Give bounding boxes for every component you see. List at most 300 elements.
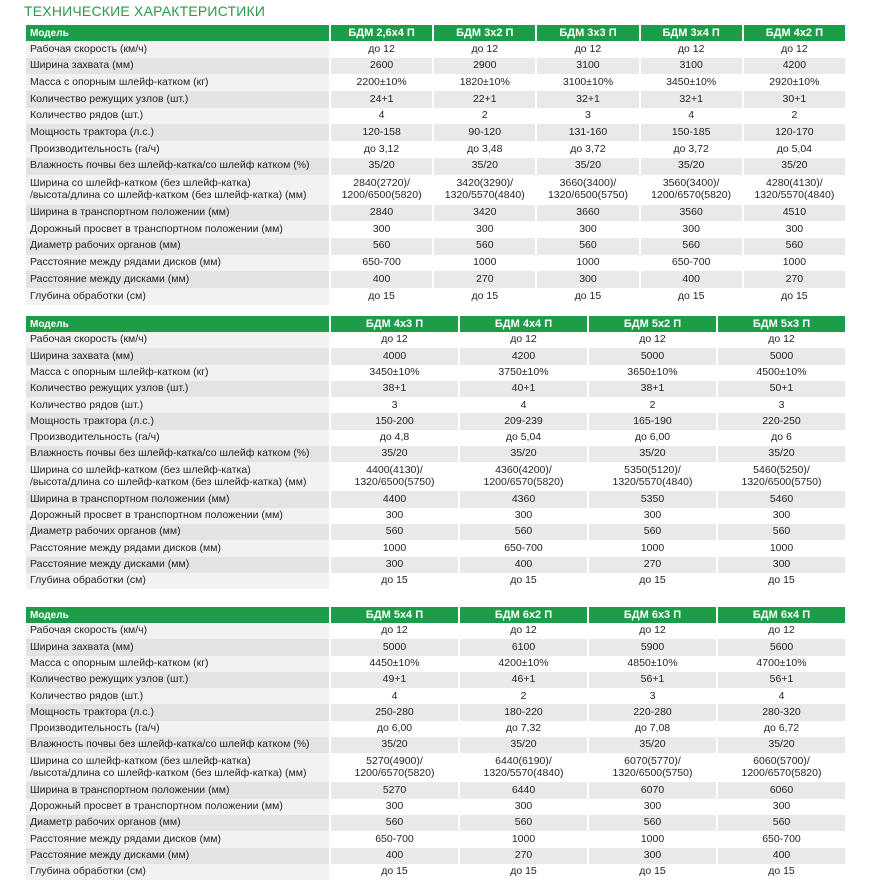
spec-value: 35/20 xyxy=(460,446,587,462)
spec-value: 35/20 xyxy=(718,446,845,462)
spec-value: 5000 xyxy=(589,348,716,364)
spec-value: 24+1 xyxy=(331,91,432,108)
model-name-header: БДМ 6х3 П xyxy=(589,607,716,623)
spec-value: 300 xyxy=(331,799,458,815)
spec-value: 300 xyxy=(718,799,845,815)
spec-row xyxy=(26,91,845,108)
spec-value: 3450±10% xyxy=(641,74,742,91)
model-name-header: БДМ 2,6х4 П xyxy=(331,25,432,41)
spec-value: 3450±10% xyxy=(331,365,458,381)
spec-label-line: Ширина со шлейф-катком (без шлейф-катка) xyxy=(30,177,251,189)
spec-value: 90-120 xyxy=(434,124,535,141)
spec-value: 650-700 xyxy=(331,255,432,272)
spec-value: 400 xyxy=(641,271,742,288)
spec-value: до 3,72 xyxy=(641,141,742,158)
spec-row xyxy=(26,524,845,540)
spec-value: 650-700 xyxy=(331,831,458,847)
spec-value: 560 xyxy=(718,524,845,540)
spec-value: 35/20 xyxy=(331,737,458,753)
spec-value: до 12 xyxy=(460,623,587,639)
spec-row xyxy=(26,413,845,429)
spec-value: 3660 xyxy=(537,205,638,222)
spec-label: Расстояние между рядами дисков (мм) xyxy=(26,255,329,272)
spec-value: 1000 xyxy=(537,255,638,272)
spec-label xyxy=(26,462,329,491)
spec-value: 35/20 xyxy=(331,158,432,175)
spec-label: Производительность (га/ч) xyxy=(26,721,329,737)
spec-value: 300 xyxy=(537,271,638,288)
spec-label: Ширина в транспортном положении (мм) xyxy=(26,782,329,798)
spec-label-line: /высота/длина со шлейф-катком (без шлейф-катка) (мм) xyxy=(30,188,307,201)
spec-value: 270 xyxy=(434,271,535,288)
spec-row xyxy=(26,221,845,238)
spec-value: до 15 xyxy=(460,864,587,880)
model-name-header: БДМ 5х2 П xyxy=(589,316,716,332)
spec-row xyxy=(26,332,845,348)
spec-value: до 15 xyxy=(331,864,458,880)
spec-value: до 15 xyxy=(589,573,716,589)
spec-value-line: 3560(3400)/ xyxy=(662,177,720,189)
spec-row xyxy=(26,255,845,272)
spec-row xyxy=(26,446,845,462)
spec-value: 560 xyxy=(641,238,742,255)
spec-label: Количество режущих узлов (шт.) xyxy=(26,381,329,397)
spec-value: 4510 xyxy=(744,205,845,222)
spec-value: 560 xyxy=(744,238,845,255)
spec-value: 1000 xyxy=(589,540,716,556)
spec-value-line: 1320/6500(5750) xyxy=(741,475,822,488)
spec-value: до 12 xyxy=(331,623,458,639)
spec-value: 2840 xyxy=(331,205,432,222)
spec-label: Диаметр рабочих органов (мм) xyxy=(26,524,329,540)
spec-value: до 12 xyxy=(718,623,845,639)
spec-value: 35/20 xyxy=(537,158,638,175)
spec-value: до 6 xyxy=(718,430,845,446)
spec-row xyxy=(26,540,845,556)
spec-row xyxy=(26,462,845,491)
model-header: Модель xyxy=(26,607,329,623)
model-header: Модель xyxy=(26,25,329,41)
spec-row xyxy=(26,41,845,58)
spec-value: 6060 xyxy=(718,782,845,798)
spec-value: 1000 xyxy=(331,540,458,556)
spec-value: до 15 xyxy=(744,288,845,305)
spec-value-line: 1320/6500(5750) xyxy=(354,475,435,488)
table-header-row xyxy=(26,25,845,41)
spec-label: Количество режущих узлов (шт.) xyxy=(26,91,329,108)
spec-value: 300 xyxy=(537,221,638,238)
spec-table-3 xyxy=(24,607,847,880)
spec-label: Влажность почвы без шлейф-катка/со шлейф катком (%) xyxy=(26,158,329,175)
spec-row xyxy=(26,141,845,158)
spec-value: 35/20 xyxy=(744,158,845,175)
spec-label: Рабочая скорость (км/ч) xyxy=(26,41,329,58)
spec-value: 150-185 xyxy=(641,124,742,141)
spec-value: 2920±10% xyxy=(744,74,845,91)
spec-label: Диаметр рабочих органов (мм) xyxy=(26,815,329,831)
spec-value xyxy=(718,462,845,491)
spec-value: 150-200 xyxy=(331,413,458,429)
spec-value: 6440 xyxy=(460,782,587,798)
spec-value: до 15 xyxy=(331,573,458,589)
spec-row xyxy=(26,721,845,737)
spec-label: Производительность (га/ч) xyxy=(26,430,329,446)
spec-value: 35/20 xyxy=(718,737,845,753)
spec-label: Количество рядов (шт.) xyxy=(26,108,329,125)
spec-label: Диаметр рабочих органов (мм) xyxy=(26,238,329,255)
spec-value: до 15 xyxy=(331,288,432,305)
model-name-header: БДМ 5х3 П xyxy=(718,316,845,332)
spec-value: 120-170 xyxy=(744,124,845,141)
spec-value: 560 xyxy=(331,238,432,255)
spec-row xyxy=(26,108,845,125)
model-name-header: БДМ 4х2 П xyxy=(744,25,845,41)
spec-value: 4 xyxy=(331,688,458,704)
model-header: Модель xyxy=(26,316,329,332)
spec-value: до 6,00 xyxy=(331,721,458,737)
spec-value: 35/20 xyxy=(460,737,587,753)
spec-value: до 15 xyxy=(718,573,845,589)
spec-value: 1000 xyxy=(589,831,716,847)
spec-label: Ширина в транспортном положении (мм) xyxy=(26,491,329,507)
spec-row xyxy=(26,782,845,798)
spec-value: 400 xyxy=(331,271,432,288)
spec-label: Масса с опорным шлейф-катком (кг) xyxy=(26,365,329,381)
model-name-header: БДМ 4х3 П xyxy=(331,316,458,332)
spec-row xyxy=(26,430,845,446)
spec-value: 2 xyxy=(460,688,587,704)
spec-value: до 12 xyxy=(331,41,432,58)
spec-label: Мощность трактора (л.с.) xyxy=(26,413,329,429)
spec-value: 560 xyxy=(331,815,458,831)
spec-value-line: 1200/6500(5820) xyxy=(341,188,422,201)
spec-value-line: 1200/6570(5820) xyxy=(354,766,435,779)
table-header-row xyxy=(26,607,845,623)
spec-label: Ширина захвата (мм) xyxy=(26,58,329,75)
spec-label: Рабочая скорость (км/ч) xyxy=(26,332,329,348)
spec-value-line: 5460(5250)/ xyxy=(753,464,810,477)
spec-value: 4450±10% xyxy=(331,656,458,672)
spec-value xyxy=(434,175,535,205)
spec-value: 1000 xyxy=(460,831,587,847)
spec-value: до 12 xyxy=(331,332,458,348)
spec-value: 4400 xyxy=(331,491,458,507)
spec-label-line: /высота/длина со шлейф-катком (без шлейф-катка) (мм) xyxy=(30,475,307,488)
spec-value-line: 4280(4130)/ xyxy=(766,177,823,189)
spec-row xyxy=(26,288,845,305)
spec-row xyxy=(26,848,845,864)
spec-row xyxy=(26,58,845,75)
spec-label: Дорожный просвет в транспортном положении (мм) xyxy=(26,221,329,238)
spec-value: до 3,72 xyxy=(537,141,638,158)
spec-value: до 5,04 xyxy=(744,141,845,158)
spec-value: 300 xyxy=(641,221,742,238)
spec-row xyxy=(26,381,845,397)
spec-value: 209-239 xyxy=(460,413,587,429)
model-name-header: БДМ 6х4 П xyxy=(718,607,845,623)
spec-value: 50+1 xyxy=(718,381,845,397)
spec-row xyxy=(26,656,845,672)
spec-value: 300 xyxy=(460,508,587,524)
spec-value xyxy=(537,175,638,205)
spec-value: 5600 xyxy=(718,639,845,655)
spec-value: 2200±10% xyxy=(331,74,432,91)
spec-value: 400 xyxy=(460,557,587,573)
spec-value: 4500±10% xyxy=(718,365,845,381)
spec-value: 270 xyxy=(589,557,716,573)
spec-row xyxy=(26,623,845,639)
spec-label: Расстояние между дисками (мм) xyxy=(26,848,329,864)
spec-value: 560 xyxy=(434,238,535,255)
spec-value: до 12 xyxy=(434,41,535,58)
spec-value-line: 1320/6500(5750) xyxy=(547,188,628,201)
spec-row xyxy=(26,672,845,688)
spec-value: до 15 xyxy=(460,573,587,589)
spec-value: 560 xyxy=(331,524,458,540)
spec-value-line: 5270(4900)/ xyxy=(366,755,423,768)
spec-label: Мощность трактора (л.с.) xyxy=(26,124,329,141)
spec-value: 300 xyxy=(718,557,845,573)
spec-value-line: 4400(4130)/ xyxy=(366,464,423,477)
spec-value: 300 xyxy=(331,508,458,524)
spec-value: 4200 xyxy=(744,58,845,75)
spec-value: 165-190 xyxy=(589,413,716,429)
spec-value: 1000 xyxy=(718,540,845,556)
spec-row xyxy=(26,508,845,524)
spec-row xyxy=(26,799,845,815)
spec-value: 38+1 xyxy=(589,381,716,397)
spec-value: до 3,48 xyxy=(434,141,535,158)
spec-value: 120-158 xyxy=(331,124,432,141)
spec-value-line: 1320/5570(4840) xyxy=(444,188,525,201)
spec-value: 2 xyxy=(434,108,535,125)
spec-value-line: 1200/6570(5820) xyxy=(483,475,564,488)
spec-value: 270 xyxy=(744,271,845,288)
spec-value-line: 1320/5570(4840) xyxy=(754,188,835,201)
model-name-header: БДМ 3х3 П xyxy=(537,25,638,41)
spec-value: 560 xyxy=(460,815,587,831)
spec-value: до 15 xyxy=(718,864,845,880)
spec-row xyxy=(26,573,845,589)
spec-label: Масса с опорным шлейф-катком (кг) xyxy=(26,656,329,672)
spec-value: 300 xyxy=(718,508,845,524)
spec-value xyxy=(641,175,742,205)
spec-value: 300 xyxy=(589,508,716,524)
spec-value: 35/20 xyxy=(434,158,535,175)
spec-value: 5900 xyxy=(589,639,716,655)
spec-value-line: 5350(5120)/ xyxy=(624,464,681,477)
spec-value: 3 xyxy=(589,688,716,704)
spec-value: 6100 xyxy=(460,639,587,655)
spec-value: до 12 xyxy=(537,41,638,58)
spec-value: 4000 xyxy=(331,348,458,364)
spec-label: Количество режущих узлов (шт.) xyxy=(26,672,329,688)
spec-value: 220-250 xyxy=(718,413,845,429)
spec-value: 40+1 xyxy=(460,381,587,397)
spec-label: Масса с опорным шлейф-катком (кг) xyxy=(26,74,329,91)
spec-row xyxy=(26,753,845,782)
spec-value: 650-700 xyxy=(460,540,587,556)
spec-value: 3 xyxy=(537,108,638,125)
spec-value: 250-280 xyxy=(331,704,458,720)
spec-value: 1000 xyxy=(744,255,845,272)
spec-value: 35/20 xyxy=(589,737,716,753)
spec-label: Ширина захвата (мм) xyxy=(26,639,329,655)
spec-value: 1000 xyxy=(434,255,535,272)
spec-value: 5000 xyxy=(331,639,458,655)
spec-value: 560 xyxy=(460,524,587,540)
model-name-header: БДМ 3х4 П xyxy=(641,25,742,41)
spec-label: Влажность почвы без шлейф-катка/со шлейф катком (%) xyxy=(26,446,329,462)
spec-label: Глубина обработки (см) xyxy=(26,864,329,880)
spec-value xyxy=(331,175,432,205)
spec-value: 3420 xyxy=(434,205,535,222)
spec-value: 2 xyxy=(744,108,845,125)
spec-value xyxy=(589,753,716,782)
spec-value: до 12 xyxy=(589,332,716,348)
spec-value-line: 6440(6190)/ xyxy=(495,755,552,768)
spec-value: 4 xyxy=(718,688,845,704)
spec-value: 220-280 xyxy=(589,704,716,720)
spec-value: 4200 xyxy=(460,348,587,364)
spec-row xyxy=(26,639,845,655)
spec-value: до 15 xyxy=(641,288,742,305)
spec-value: 560 xyxy=(718,815,845,831)
spec-value: 56+1 xyxy=(718,672,845,688)
spec-value: 180-220 xyxy=(460,704,587,720)
spec-value: 300 xyxy=(589,848,716,864)
spec-value: 5000 xyxy=(718,348,845,364)
spec-value: 22+1 xyxy=(434,91,535,108)
spec-label xyxy=(26,753,329,782)
spec-value: 5350 xyxy=(589,491,716,507)
spec-value: 2900 xyxy=(434,58,535,75)
spec-value: 560 xyxy=(589,815,716,831)
spec-value: 400 xyxy=(331,848,458,864)
spec-value-line: 3420(3290)/ xyxy=(456,177,514,189)
spec-row xyxy=(26,271,845,288)
spec-label: Рабочая скорость (км/ч) xyxy=(26,623,329,639)
spec-value: 46+1 xyxy=(460,672,587,688)
spec-value: 2 xyxy=(589,397,716,413)
spec-value: 300 xyxy=(744,221,845,238)
spec-value: 3100 xyxy=(537,58,638,75)
spec-value: до 7,08 xyxy=(589,721,716,737)
spec-label: Расстояние между рядами дисков (мм) xyxy=(26,540,329,556)
spec-label: Глубина обработки (см) xyxy=(26,573,329,589)
spec-value: 560 xyxy=(589,524,716,540)
spec-value: до 15 xyxy=(537,288,638,305)
spec-value-line: 2840(2720)/ xyxy=(353,177,410,189)
model-name-header: БДМ 6х2 П xyxy=(460,607,587,623)
spec-row xyxy=(26,205,845,222)
spec-value: до 12 xyxy=(589,623,716,639)
spec-row xyxy=(26,704,845,720)
spec-value: 400 xyxy=(718,848,845,864)
spec-value: 30+1 xyxy=(744,91,845,108)
spec-label-line: Ширина со шлейф-катком (без шлейф-катка) xyxy=(30,464,251,477)
spec-value xyxy=(460,462,587,491)
spec-label: Ширина захвата (мм) xyxy=(26,348,329,364)
spec-row xyxy=(26,397,845,413)
spec-value: 4200±10% xyxy=(460,656,587,672)
spec-label-line: Ширина со шлейф-катком (без шлейф-катка) xyxy=(30,755,251,768)
spec-value: 280-320 xyxy=(718,704,845,720)
spec-value: 32+1 xyxy=(537,91,638,108)
spec-value: 49+1 xyxy=(331,672,458,688)
spec-value: 4360 xyxy=(460,491,587,507)
spec-value: 5460 xyxy=(718,491,845,507)
spec-value: 56+1 xyxy=(589,672,716,688)
spec-value: 3750±10% xyxy=(460,365,587,381)
spec-row xyxy=(26,365,845,381)
spec-value: 35/20 xyxy=(641,158,742,175)
spec-value-line: 6070(5770)/ xyxy=(624,755,681,768)
spec-value: 4 xyxy=(460,397,587,413)
spec-row xyxy=(26,74,845,91)
spec-value: до 12 xyxy=(718,332,845,348)
spec-row xyxy=(26,238,845,255)
spec-row xyxy=(26,864,845,880)
spec-value: до 5,04 xyxy=(460,430,587,446)
spec-value: 1820±10% xyxy=(434,74,535,91)
spec-label: Дорожный просвет в транспортном положении (мм) xyxy=(26,799,329,815)
spec-row xyxy=(26,348,845,364)
spec-value xyxy=(331,753,458,782)
spec-row xyxy=(26,815,845,831)
spec-value: 2600 xyxy=(331,58,432,75)
spec-value-line: 3660(3400)/ xyxy=(559,177,617,189)
spec-value: 35/20 xyxy=(331,446,458,462)
spec-label: Количество рядов (шт.) xyxy=(26,397,329,413)
spec-label-line: /высота/длина со шлейф-катком (без шлейф-катка) (мм) xyxy=(30,766,307,779)
spec-value: до 6,72 xyxy=(718,721,845,737)
spec-label: Мощность трактора (л.с.) xyxy=(26,704,329,720)
spec-value-line: 1320/6500(5750) xyxy=(612,766,693,779)
spec-value: до 15 xyxy=(434,288,535,305)
spec-row xyxy=(26,175,845,205)
spec-value: 5270 xyxy=(331,782,458,798)
spec-value: 3100±10% xyxy=(537,74,638,91)
spec-value-line: 6060(5700)/ xyxy=(753,755,810,768)
spec-value: до 15 xyxy=(589,864,716,880)
spec-value: 3100 xyxy=(641,58,742,75)
spec-value: до 3,12 xyxy=(331,141,432,158)
spec-value: 3650±10% xyxy=(589,365,716,381)
spec-value: 650-700 xyxy=(641,255,742,272)
spec-value: 4850±10% xyxy=(589,656,716,672)
spec-row xyxy=(26,831,845,847)
spec-row xyxy=(26,158,845,175)
spec-value: 270 xyxy=(460,848,587,864)
spec-value: 300 xyxy=(460,799,587,815)
spec-value-line: 1320/5570(4840) xyxy=(483,766,564,779)
spec-row xyxy=(26,557,845,573)
spec-value: 32+1 xyxy=(641,91,742,108)
spec-row xyxy=(26,688,845,704)
spec-value: 300 xyxy=(434,221,535,238)
model-name-header: БДМ 3х2 П xyxy=(434,25,535,41)
spec-label: Дорожный просвет в транспортном положении (мм) xyxy=(26,508,329,524)
spec-value: до 7,32 xyxy=(460,721,587,737)
spec-value xyxy=(718,753,845,782)
spec-value xyxy=(589,462,716,491)
spec-value: 35/20 xyxy=(589,446,716,462)
spec-label: Количество рядов (шт.) xyxy=(26,688,329,704)
spec-value: до 4,8 xyxy=(331,430,458,446)
spec-value: до 12 xyxy=(744,41,845,58)
spec-value: 3 xyxy=(331,397,458,413)
